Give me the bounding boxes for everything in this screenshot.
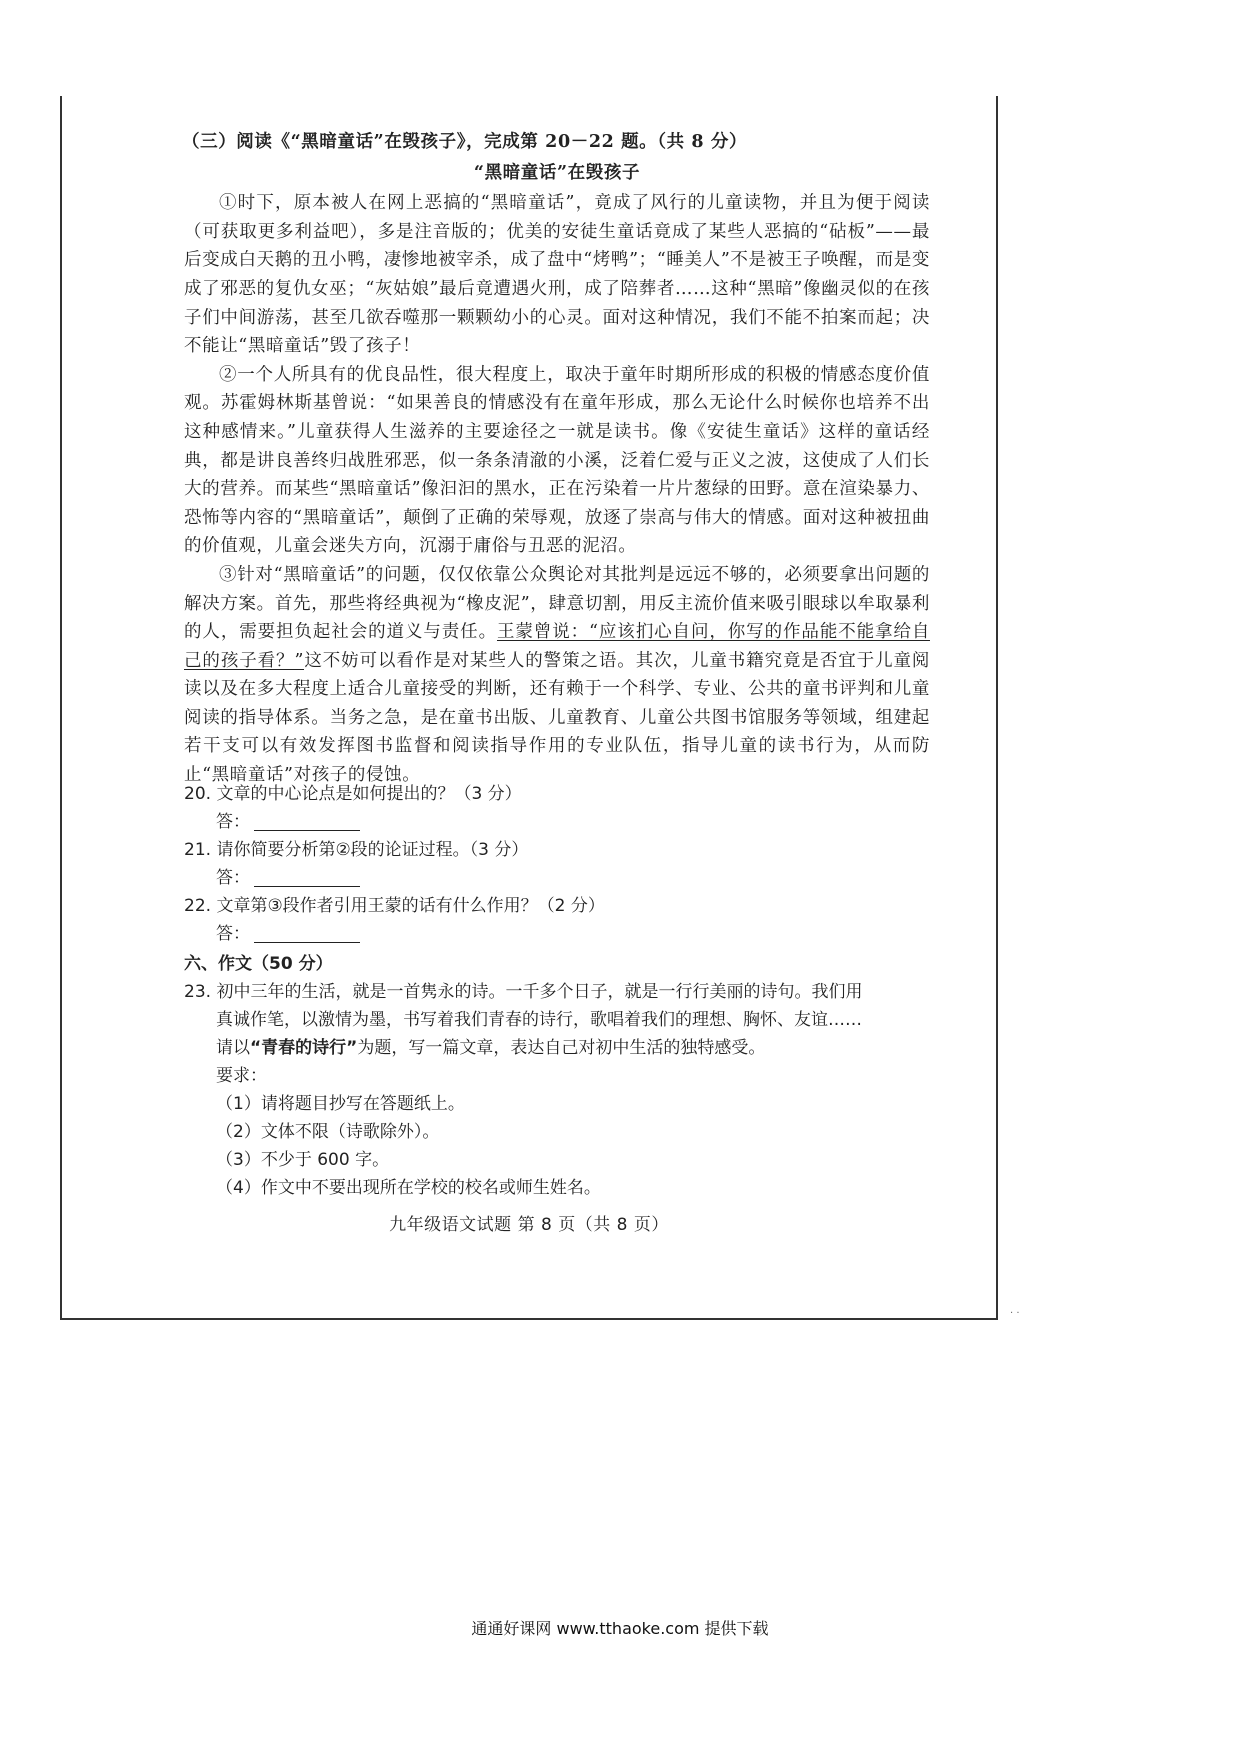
answer-label: 答：: [216, 868, 250, 888]
prompt-post: 为题，写一篇文章，表达自己对初中生活的独特感受。: [357, 1038, 766, 1058]
question-20: 20. 文章的中心论点是如何提出的？（3 分）: [184, 784, 522, 804]
essay-prompt-line-3: [216, 1034, 930, 1062]
answer-label: 答：: [216, 924, 250, 944]
answer-21: [216, 864, 930, 892]
wang-meng-quote: 王蒙曾说：“应该扪心自问，你写的作品能不能拿给自己的孩子看？”: [184, 622, 930, 671]
requirements-label: 要求：: [216, 1066, 267, 1086]
requirement-4: （4）作文中不要出现所在学校的校名或师生姓名。: [216, 1178, 601, 1198]
question-21: 21. 请你简要分析第②段的论证过程。（3 分）: [184, 840, 529, 860]
article-paragraph-3: [184, 561, 930, 790]
paragraph-3-part-b: 这不妨可以看作是对某些人的警策之语。其次，儿童书籍究竟是否宜于儿童阅读以及在多大程度上适合儿童接受的判断，还有赖于一个科学、专业、公共的童书评判和儿童阅读的指导体系。当务之急，是在童书出版、儿童教育、儿童公共图书馆服务等领域，组建起若干支可以有效发挥图书监督和阅读指导作用的专业队伍，指导儿童的读书行为，从而防止“黑暗童话”对孩子的侵蚀。: [184, 650, 930, 786]
essay-prompt-line-1: 23. 初中三年的生活，就是一首隽永的诗。一千多个日子，就是一行行美丽的诗句。我们用: [184, 982, 863, 1002]
answer-blank[interactable]: [254, 924, 360, 943]
article-paragraph-2: ②一个人所具有的优良品性，很大程度上，取决于童年时期所形成的积极的情感态度价值观。苏霍姆林斯基曾说：“如果善良的情感没有在童年形成，那么无论什么时候你也培养不出这种感情来。”儿童获得人生滋养的主要途径之一就是读书。像《安徒生童话》这样的童话经典，都是讲良善终归战胜邪恶，似一条条清澈的小溪，泛着仁爱与正义之波，这使成了人们长大的营养。而某些“黑暗童话”像汩汩的黑水，正在污染着一片片葱绿的田野。意在渲染暴力、恐怖等内容的“黑暗童话”，颠倒了正确的荣辱观，放逐了崇高与伟大的情感。面对这种被扭曲的价值观，儿童会迷失方向，沉溺于庸俗与丑恶的泥沼。: [184, 364, 930, 557]
essay-title: “青春的诗行”: [250, 1038, 358, 1058]
site-footer: 通通好课网 www.tthaoke.com 提供下载: [471, 1619, 769, 1638]
answer-20: [216, 808, 930, 836]
section-three-heading: （三）阅读《“黑暗童话”在毁孩子》，完成第 20－22 题。（共 8 分）: [182, 132, 748, 152]
paragraph-3-part-a: ③针对“黑暗童话”的问题，仅仅依靠公众舆论对其批判是远远不够的，必须要拿出问题的解决方案。首先，那些将经典视为“橡皮泥”，肆意切割，用反主流价值来吸引眼球以牟取暴利的人，需要担负起社会的道义与责任。: [184, 564, 930, 643]
prompt-pre: 请以: [216, 1038, 250, 1058]
requirement-2: （2）文体不限（诗歌除外）。: [216, 1122, 440, 1142]
essay-prompt-line-2: 真诚作笔，以激情为墨，书写着我们青春的诗行，歌唱着我们的理想、胸怀、友谊……: [216, 1010, 862, 1030]
article-title: “黑暗童话”在毁孩子: [473, 162, 641, 183]
scan-speck: · ·: [1010, 1308, 1020, 1319]
answer-label: 答：: [216, 812, 250, 832]
answer-22: [216, 920, 930, 948]
section-six-heading: 六、作文（50 分）: [184, 954, 333, 974]
reading-section: [184, 128, 930, 790]
page-number-footer: 九年级语文试题 第 8 页（共 8 页）: [389, 1215, 669, 1235]
questions-section: [184, 780, 930, 1202]
answer-blank[interactable]: [254, 812, 360, 831]
requirement-3: （3）不少于 600 字。: [216, 1150, 390, 1170]
requirement-1: （1）请将题目抄写在答题纸上。: [216, 1094, 465, 1114]
article-paragraph-1: ①时下，原本被人在网上恶搞的“黑暗童话”，竟成了风行的儿童读物，并且为便于阅读（可获取更多利益吧），多是注音版的；优美的安徒生童话竟成了某些人恶搞的“砧板”——最后变成白天鹅的丑小鸭，凄惨地被宰杀，成了盘中“烤鸭”；“睡美人”不是被王子唤醒，而是变成了邪恶的复仇女巫；“灰姑娘”最后竟遭遇火刑，成了陪葬者……这种“黑暗”像幽灵似的在孩子们中间游荡，甚至几欲吞噬那一颗颗幼小的心灵。面对这种情况，我们不能不拍案而起；决不能让“黑暗童话”毁了孩子！: [184, 193, 930, 357]
answer-blank[interactable]: [254, 868, 360, 887]
question-22: 22. 文章第③段作者引用王蒙的话有什么作用？（2 分）: [184, 896, 605, 916]
